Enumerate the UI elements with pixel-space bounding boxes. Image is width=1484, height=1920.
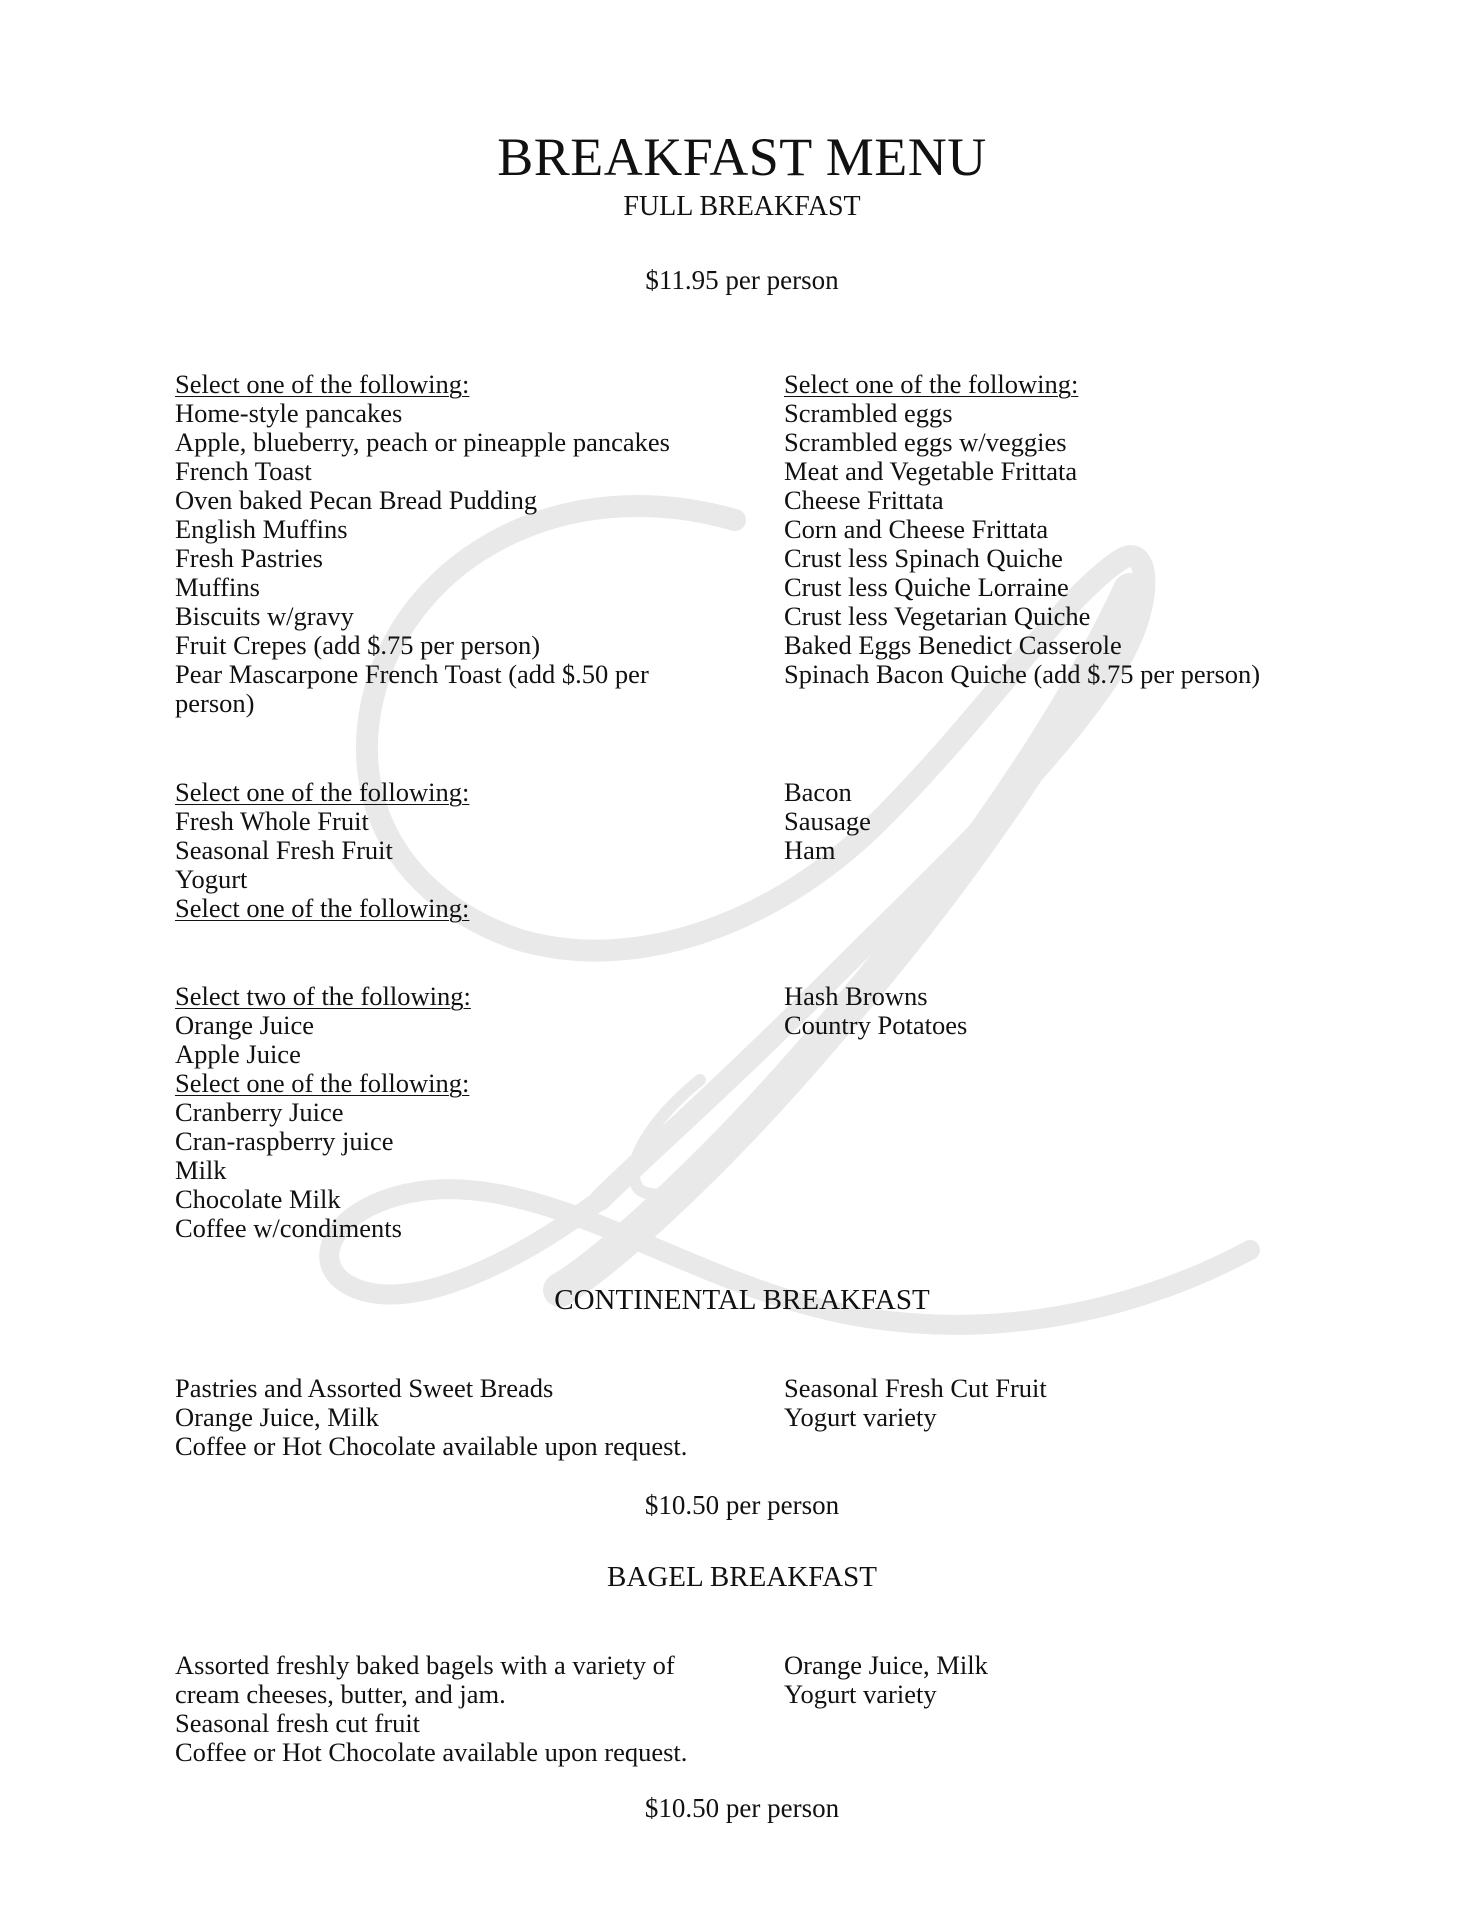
list-item: Cheese Frittata <box>784 485 944 515</box>
list-item: Oven baked Pecan Bread Pudding <box>175 485 538 515</box>
section-title-full-breakfast: FULL BREAKFAST <box>623 191 861 222</box>
list-item: Hash Browns <box>784 981 928 1011</box>
starch-options <box>175 370 715 718</box>
list-item: Country Potatoes <box>784 1010 968 1040</box>
continental-left-list <box>175 1374 687 1461</box>
fruit-options <box>175 778 469 923</box>
list-item: Scrambled eggs <box>784 398 953 428</box>
list-item: Yogurt <box>175 864 248 894</box>
list-item: French Toast <box>175 456 312 486</box>
list-item: Seasonal fresh cut fruit <box>175 1708 421 1738</box>
list-item: Home-style pancakes <box>175 398 403 428</box>
list-item: Fruit Crepes (add $.75 per person) <box>175 630 541 660</box>
egg-options <box>784 370 1260 689</box>
group-heading: Select one of the following: <box>175 893 470 923</box>
list-item: Milk <box>175 1155 227 1185</box>
list-item: Corn and Cheese Frittata <box>784 514 1049 544</box>
group-heading: Select two of the following: <box>175 981 471 1011</box>
list-item: Pear Mascarpone French Toast (add $.50 per person) <box>175 659 649 718</box>
list-item: Apple Juice <box>175 1039 301 1069</box>
list-item: Seasonal Fresh Fruit <box>175 835 393 865</box>
list-item: Baked Eggs Benedict Casserole <box>784 630 1122 660</box>
group-heading: Select one of the following: <box>175 777 470 807</box>
list-item: Crust less Spinach Quiche <box>784 543 1063 573</box>
list-item: Coffee or Hot Chocolate available upon request. <box>175 1737 688 1767</box>
list-item: English Muffins <box>175 514 348 544</box>
list-item: Meat and Vegetable Frittata <box>784 456 1078 486</box>
group-heading: Select one of the following: <box>175 1068 470 1098</box>
list-item: Sausage <box>784 806 871 836</box>
list-item: Fresh Whole Fruit <box>175 806 369 836</box>
full-breakfast-price: $11.95 per person <box>645 265 839 295</box>
meat-options <box>784 778 871 865</box>
list-item: Coffee w/condiments <box>175 1213 402 1243</box>
list-item: Scrambled eggs w/veggies <box>784 427 1067 457</box>
list-item: Seasonal Fresh Cut Fruit <box>784 1373 1047 1403</box>
list-item: Bacon <box>784 777 852 807</box>
list-item: Crust less Quiche Lorraine <box>784 572 1069 602</box>
list-item: Yogurt variety <box>784 1679 937 1709</box>
group-heading: Select one of the following: <box>175 369 470 399</box>
list-item: Ham <box>784 835 836 865</box>
list-item: Yogurt variety <box>784 1402 937 1432</box>
continental-price: $10.50 per person <box>644 1490 840 1520</box>
page-title: BREAKFAST MENU <box>497 127 987 187</box>
list-item: Assorted freshly baked bagels with a variety of cream cheeses, butter, and jam. <box>175 1650 675 1709</box>
potato-options <box>784 982 967 1040</box>
bagel-price: $10.50 per person <box>644 1793 840 1823</box>
list-item: Fresh Pastries <box>175 543 323 573</box>
section-title-bagel: BAGEL BREAKFAST <box>607 1561 877 1593</box>
beverage-options <box>175 982 471 1243</box>
list-item: Crust less Vegetarian Quiche <box>784 601 1091 631</box>
list-item: Spinach Bacon Quiche (add $.75 per person) <box>784 659 1261 689</box>
list-item: Coffee or Hot Chocolate available upon request. <box>175 1431 688 1461</box>
list-item: Orange Juice <box>175 1010 315 1040</box>
list-item: Pastries and Assorted Sweet Breads <box>175 1373 554 1403</box>
section-title-continental: CONTINENTAL BREAKFAST <box>554 1284 930 1316</box>
list-item: Apple, blueberry, peach or pineapple pancakes <box>175 427 670 457</box>
continental-right-list <box>784 1374 1047 1432</box>
list-item: Cran-raspberry juice <box>175 1126 394 1156</box>
bagel-right-list <box>784 1651 988 1709</box>
list-item: Orange Juice, Milk <box>175 1402 379 1432</box>
list-item: Chocolate Milk <box>175 1184 341 1214</box>
bagel-left-list <box>175 1651 705 1767</box>
list-item: Cranberry Juice <box>175 1097 344 1127</box>
list-item: Biscuits w/gravy <box>175 601 354 631</box>
list-item: Orange Juice, Milk <box>784 1650 988 1680</box>
list-item: Muffins <box>175 572 260 602</box>
group-heading: Select one of the following: <box>784 369 1079 399</box>
